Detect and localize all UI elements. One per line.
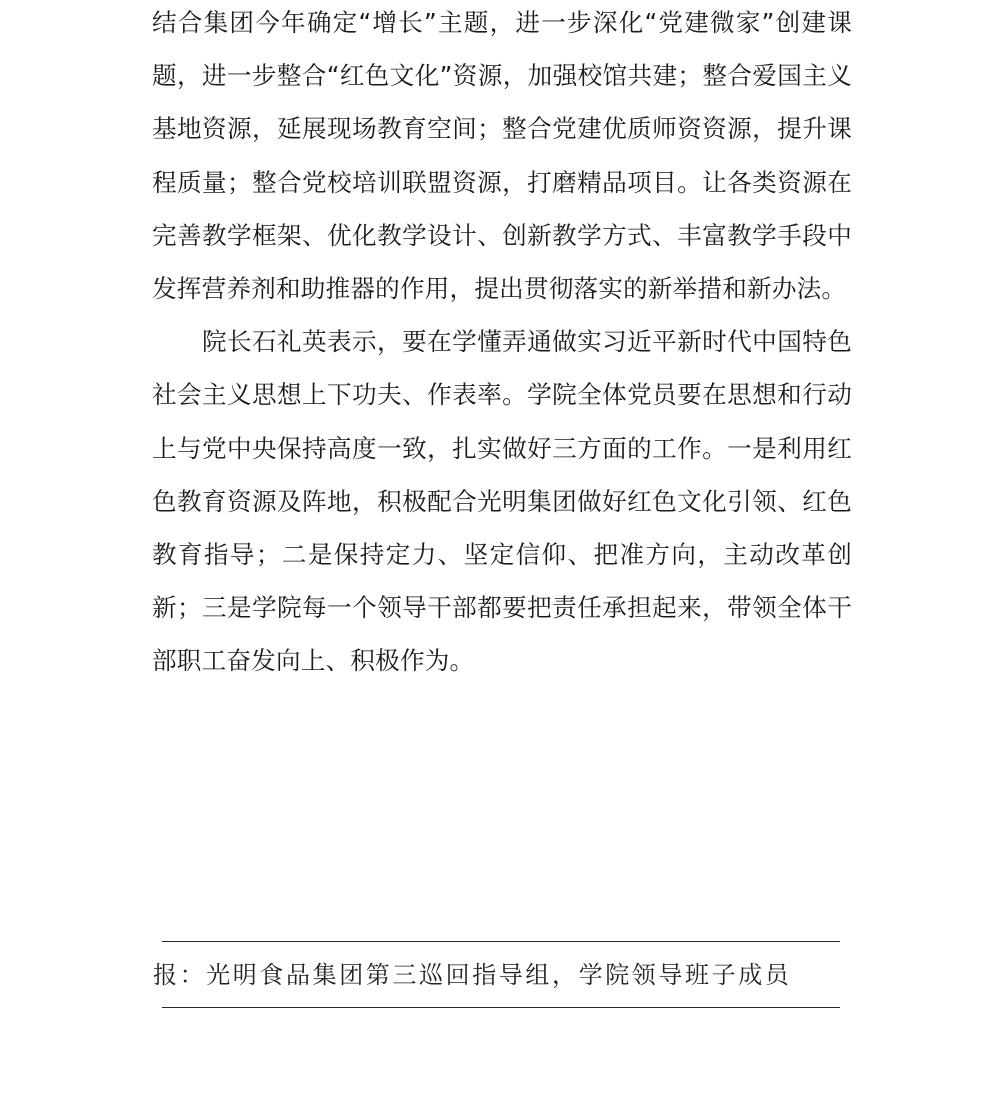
distribution-recipients: 光明食品集团第三巡回指导组，学院领导班子成员 bbox=[206, 961, 792, 989]
document-body bbox=[152, 0, 852, 688]
paragraph-dean-remarks: 院长石礼英表示，要在学懂弄通做实习近平新时代中国特色社会主义思想上下功夫、作表率。学院全体党员要在思想和行动上与党中央保持高度一致，扎实做好三方面的工作。一是利用红色教育资源及阵地，积极配合光明集团做好红色文化引领、红色教育指导；二是保持定力、坚定信仰、把准方向，主动改革创新；三是学院每一个领导干部都要把责任承担起来，带领全体干部职工奋发向上、积极作为。 bbox=[152, 327, 852, 676]
distribution-top-rule bbox=[162, 941, 840, 942]
distribution-label: 报： bbox=[153, 961, 207, 989]
distribution-line bbox=[153, 955, 791, 995]
distribution-bottom-rule bbox=[162, 1007, 840, 1008]
paragraph-resource-integration: 结合集团今年确定“增长”主题，进一步深化“党建微家”创建课题，进一步整合“红色文化”资源，加强校馆共建；整合爱国主义基地资源，延展现场教育空间；整合党建优质师资资源，提升课程质量；整合党校培训联盟资源，打磨精品项目。让各类资源在完善教学框架、优化教学设计、创新教学方式、丰富教学手段中发挥营养剂和助推器的作用，提出贯彻落实的新举措和新办法。 bbox=[152, 8, 852, 304]
